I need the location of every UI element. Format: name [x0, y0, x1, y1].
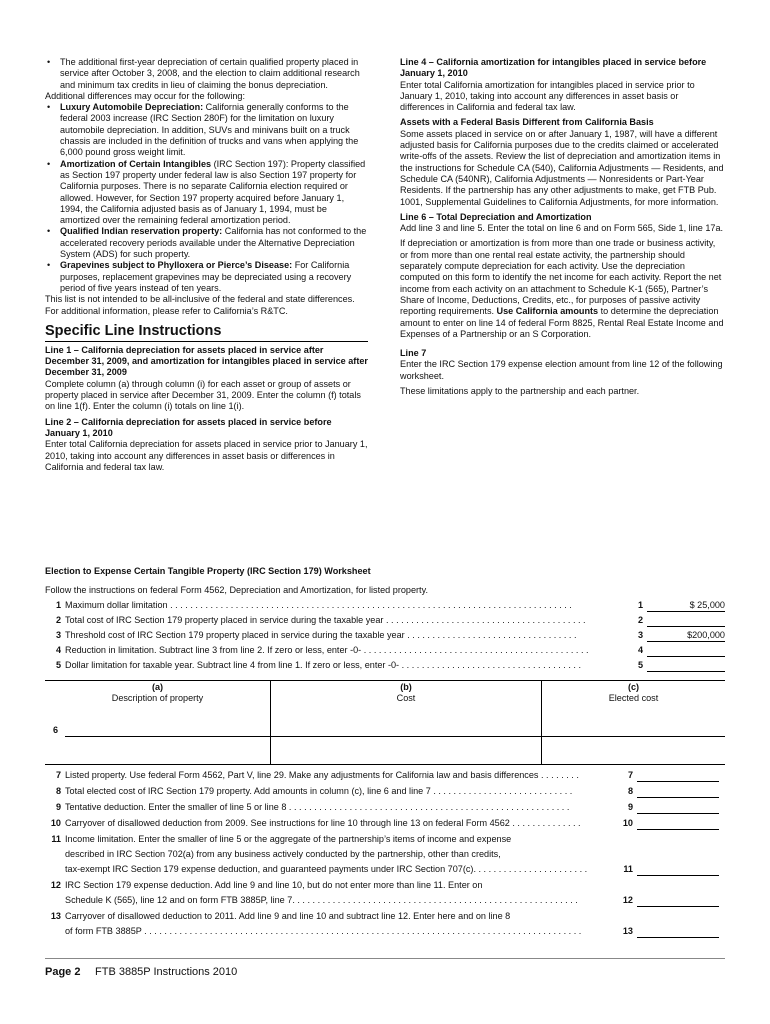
worksheet-line-13a [45, 911, 725, 923]
line-value[interactable] [637, 895, 719, 907]
line-ref: 5 [637, 660, 643, 670]
worksheet-line-11b [45, 849, 725, 861]
row-6-number: 6 [53, 725, 59, 735]
line-value[interactable] [647, 615, 725, 627]
line-ref: 4 [637, 645, 643, 655]
bullet-body: California has not conformed to the accelerated recovery periods available under the Alternative Depreciation System (ADS) for such property. [60, 226, 367, 260]
property-table [45, 680, 725, 765]
worksheet-line-8 [45, 786, 725, 798]
col-letter: (b) [400, 682, 412, 692]
col-label: Elected cost [608, 693, 659, 704]
line-text: Dollar limitation for taxable year. Subtract line 4 from line 1. If zero or less, enter -0- . . . . . . . . . . . . . . . . . . . . . . . . . . . . . . . . . . . . [65, 660, 581, 670]
col-b-header [271, 682, 541, 705]
line6-bold: Use California amounts [496, 306, 599, 317]
worksheet-line-3 [45, 630, 725, 642]
bullet-head: Amortization of Certain Intangibles [60, 158, 212, 169]
page-number: Page 2 [45, 966, 81, 978]
line6-tail: to determine the depreciation amount to enter on line 14 of federal Form 8825, Rental Real Estate Income and Expenses of a Partnership or an S Corporation. [400, 306, 724, 339]
page-footer [45, 958, 725, 978]
line-number: 1 [55, 600, 61, 610]
line-text: described in IRC Section 702(a) from any business actively conducted by the partnership, other than credits, [65, 849, 501, 859]
col-letter: (a) [151, 682, 164, 692]
line-text: IRC Section 179 expense deduction. Add line 9 and line 10, but do not enter more than line 11. Enter on [65, 880, 483, 890]
line-text: Income limitation. Enter the smaller of line 5 or the aggregate of the partnership’s items of income and expense [65, 834, 512, 844]
line-number: 13 [50, 911, 61, 921]
worksheet-line-5 [45, 660, 725, 672]
line-text: Reduction in limitation. Subtract line 3 from line 2. If zero or less, enter -0- . . . . . . . . . . . . . . . . . . . . . . . . . . . . . . . . . . . . . . . . . . . . . [65, 645, 589, 655]
line-ref: 11 [623, 864, 633, 874]
bullet-bonus-depreciation: • The additional first-year depreciation of certain qualified property placed in service after October 3, 2008, and the election to claim additional research and minimum tax credits in lieu of claiming the bonus depreciation. [45, 57, 368, 91]
col-label: Cost [396, 693, 416, 704]
line-text: tax-exempt IRC Section 179 expense deduction, and guaranteed payments under IRC Section 707(c). . . . . . . . . . . . . . . . . . . . . . . [65, 864, 588, 874]
bullet-luxury-auto [45, 102, 368, 158]
form-name: FTB 3885P Instructions 2010 [95, 966, 238, 978]
assets-heading: Assets with a Federal Basis Different from California Basis [400, 117, 654, 128]
line1-body: Complete column (a) through column (i) for each asset or group of assets or property placed in service after December 31, 2009. Enter the column (f) totals on line 1(f). Enter the column (i) totals on line 1(i). [45, 378, 361, 412]
line2-heading: Line 2 – California depreciation for assets placed in service before January 1, 2010 [45, 416, 332, 438]
bullet-head: Luxury Automobile Depreciation: [60, 102, 204, 113]
line6-text: If depreciation or amortization is from more than one trade or business activity, or from more than one rental real estate activity, the partnership should separately compute depreciation for each activity. Use the depreciation computed on this form to identify the net income for each activity. Report the net income from each activity on an attachment to Schedule K-1 (565), Partner’s Share of Income, Deductions, Credits, etc., for purposes of passive activity reporting requirements. [400, 238, 722, 317]
worksheet-intro: Follow the instructions on federal Form 4562, Depreciation and Amortization, for listed property. [45, 585, 428, 595]
line-ref: 2 [637, 615, 643, 625]
line6-body: Add line 3 and line 5. Enter the total on line 6 and on Form 565, Side 1, line 17a. [400, 223, 724, 234]
worksheet-line-7 [45, 770, 725, 782]
line6-heading: Line 6 – Total Depreciation and Amortization [400, 211, 592, 222]
worksheet-line-12a [45, 880, 725, 892]
line-value[interactable] [637, 802, 719, 814]
line-number: 3 [55, 630, 61, 640]
line-number: 5 [55, 660, 61, 670]
line-number: 2 [55, 615, 61, 625]
bullet-head: Qualified Indian reservation property: [60, 226, 223, 237]
left-column [45, 57, 368, 473]
line-value[interactable] [637, 818, 719, 830]
line-number: 8 [55, 786, 61, 796]
additional-intro: Additional differences may occur for the following: [45, 90, 246, 101]
line-ref: 1 [637, 600, 643, 610]
worksheet-line-13b [45, 926, 725, 938]
worksheet-line-2 [45, 615, 725, 627]
bullet-grapevines [45, 260, 368, 294]
line-number: 4 [55, 645, 61, 655]
line7-heading: Line 7 [400, 348, 427, 359]
line-ref: 8 [627, 786, 633, 796]
line4-body: Enter total California amortization for intangibles placed in service prior to January 1, 2010, taking into account any differences in asset basis or differences in California and federal tax law. [400, 79, 695, 113]
line-value[interactable] [637, 864, 719, 876]
line-value[interactable] [637, 770, 719, 782]
line-text: Schedule K (565), line 12 and on form FTB 3885P, line 7. . . . . . . . . . . . . . . . . . . . . . . . . . . . . . . . . . . . . . . . . . . . . . . . . . . . . . . . . [65, 895, 578, 905]
line-text: Maximum dollar limitation . . . . . . . . . . . . . . . . . . . . . . . . . . . . . . . . . . . . . . . . . . . . . . . . . . . . . . . . . . . . . . . . . . . . . . . . . . . . . . . . [65, 600, 572, 610]
line-ref: 9 [627, 802, 633, 812]
section-title: Specific Line Instructions [45, 323, 368, 342]
line-text: Carryover of disallowed deduction from 2009. See instructions for line 10 through line 13 on federal Form 4562 . . . . . . . . . . . . . . [65, 818, 581, 828]
worksheet-line-9 [45, 802, 725, 814]
line-number: 10 [50, 818, 61, 828]
line7-body: Enter the IRC Section 179 expense election amount from line 12 of the following worksheet. [400, 359, 723, 381]
worksheet-title: Election to Expense Certain Tangible Property (IRC Section 179) Worksheet [45, 566, 371, 576]
line1-heading: Line 1 – California depreciation for assets placed in service after December 31, 2009, and amortization for intangibles placed in service after December 31, 2009 [45, 344, 368, 378]
line-number: 11 [51, 834, 61, 844]
col-label: Description of property [111, 693, 204, 704]
line-text: Total elected cost of IRC Section 179 property. Add amounts in column (c), line 6 and line 7 . . . . . . . . . . . . . . . . . . . . . . . . . . . . [65, 786, 573, 796]
line-value: $200,000 [647, 630, 725, 642]
line-value[interactable] [647, 660, 725, 672]
line7-body2: These limitations apply to the partnership and each partner. [400, 386, 640, 397]
bullet-indian-reservation [45, 226, 368, 260]
bullet-head: Grapevines subject to Phylloxera or Pierce’s Disease: [60, 260, 293, 271]
worksheet-line-11c [45, 864, 725, 876]
col-c-header [542, 682, 725, 705]
bullet-body: For California purposes, replacement grapevines may be depreciated using a recovery period of five years instead of ten years. [60, 260, 352, 293]
bullet-body: (IRC Section 197): Property classified as Section 197 property under federal law is also Section 197 property for California purposes. There is no separate California election required or allowed. However, for Section 197 property acquired before January 1, 1994, the California adjusted basis as of January 1, 1994, must be amortized over the remaining federal amortization period. [60, 158, 366, 226]
worksheet-line-1 [45, 600, 725, 612]
line6-body2 [400, 238, 725, 340]
line-number: 7 [55, 770, 61, 780]
line-ref: 10 [622, 818, 633, 828]
line-ref: 3 [637, 630, 643, 640]
line-ref: 12 [622, 895, 633, 905]
line-ref: 7 [627, 770, 633, 780]
line-value[interactable] [647, 645, 725, 657]
worksheet-line-4 [45, 645, 725, 657]
line-text: of form FTB 3885P . . . . . . . . . . . . . . . . . . . . . . . . . . . . . . . . . . . . . . . . . . . . . . . . . . . . . . . . . . . . . . . . . . . . . . . . . . . . . . . . . . . . . . . [65, 926, 582, 936]
line2-body: Enter total California depreciation for assets placed in service prior to January 1, 2010, taking into account any differences in asset basis or differences in California and federal tax law. [45, 439, 368, 472]
line-text: Listed property. Use federal Form 4562, Part V, line 29. Make any adjustments for California law and basis differences . . . . . . . . [65, 770, 579, 780]
line-text: Tentative deduction. Enter the smaller of line 5 or line 8 . . . . . . . . . . . . . . . . . . . . . . . . . . . . . . . . . . . . . . . . . . . . . . . . . . . . . . . . [65, 802, 570, 812]
line-text: Total cost of IRC Section 179 property placed in service during the taxable year . . . . . . . . . . . . . . . . . . . . . . . . . . . . . . . . . . . . . . . . [65, 615, 586, 625]
line-value[interactable] [637, 926, 719, 938]
line-text: Carryover of disallowed deduction to 2011. Add line 9 and line 10 and subtract line 12. Enter here and on line 8 [65, 911, 511, 921]
line-value[interactable] [637, 786, 719, 798]
col-letter: (c) [627, 682, 640, 692]
worksheet-line-12b [45, 895, 725, 907]
col-a-header [45, 682, 270, 705]
line-number: 9 [55, 802, 61, 812]
line-text: Threshold cost of IRC Section 179 property placed in service during the taxable year . . . . . . . . . . . . . . . . . . . . . . . . . . . . . . . . . . [65, 630, 577, 640]
bullet-intangibles [45, 159, 368, 227]
right-column [400, 57, 725, 397]
line-ref: 13 [622, 926, 633, 936]
assets-body: Some assets placed in service on or after January 1, 1987, will have a different adjusted basis for California purposes due to the credits claimed or accelerated write-offs of the assets. Review the list of depreciation and amortization items in the instructions for Schedule CA (540), California Adjustments — Residents, and Schedule CA (540NR), California Adjustments — Nonresidents or Part-Year Residents. If the partnership has any other adjustments to make, get FTB Pub. 1001, Supplemental Guidelines to California Adjustments, for more information. [400, 128, 724, 207]
line4-heading: Line 4 – California amortization for intangibles placed in service before January 1, 2010 [400, 57, 707, 79]
worksheet-line-10 [45, 818, 725, 830]
worksheet-line-11a [45, 834, 725, 846]
not-inclusive-note: This list is not intended to be all-inclusive of the federal and state differences. For additional information, please refer to California’s R&TC. [45, 294, 355, 316]
bullet-body: California generally conforms to the federal 2003 increase (IRC Section 280F) for the limitation on luxury automobile depreciation. In addition, SUVs and minivans built on a truck chassis are included in the definition of trucks and vans when applying the 6,000 pound gross weight limit. [60, 102, 359, 158]
line-number: 12 [50, 880, 61, 890]
line-value: $ 25,000 [647, 600, 725, 612]
